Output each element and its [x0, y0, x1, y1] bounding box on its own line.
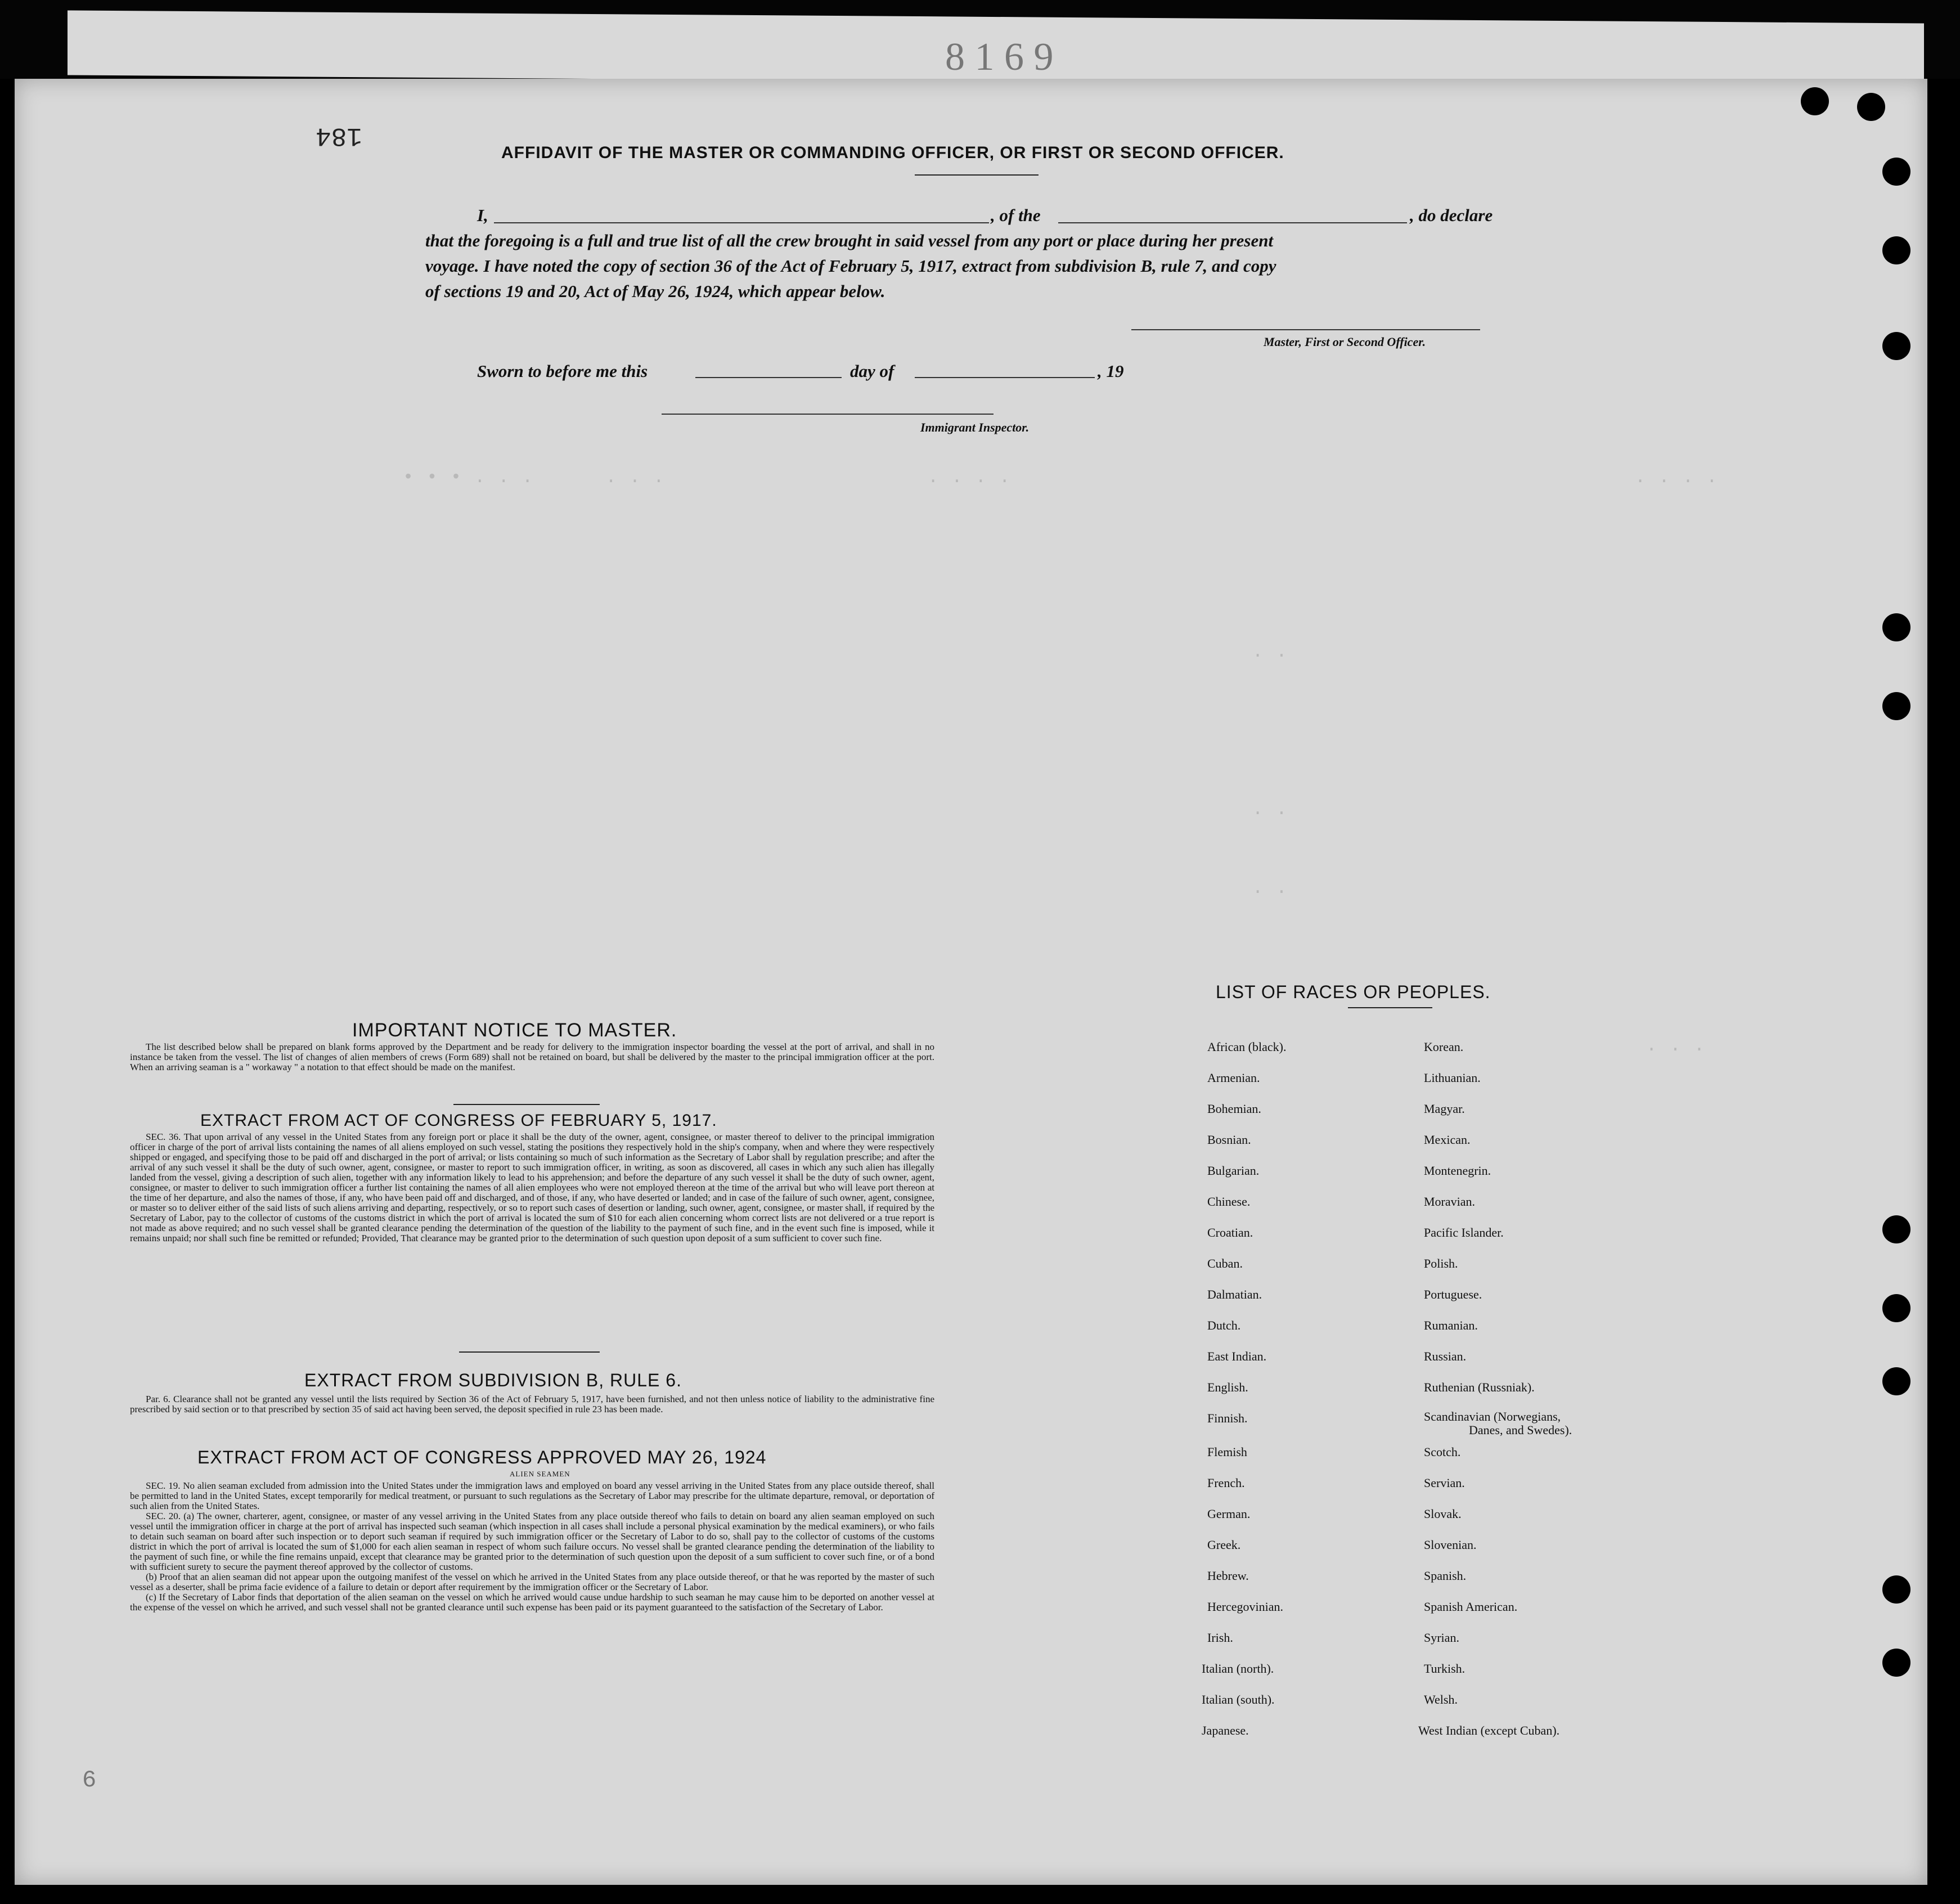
- race-left: Italian (north).: [1202, 1661, 1274, 1676]
- affidavit-line-3: voyage. I have noted the copy of section 36 of the Act of February 5, 1917, extract from subdivision B, rule 7, and copy: [425, 256, 1276, 276]
- bleed-through-row: . .: [1252, 878, 1288, 899]
- sec-20c: (c) If the Secretary of Labor finds that deportation of the alien seaman on the vessel on which he arrived would cause undue hardship to such seaman he may cause him to be deported on another vessel at the expense of the vessel on which he arrived, and such vessel shall not be granted clearance until such expense has been paid or its payment guaranteed to the satisfaction of the Secretary of Labor.: [130, 1592, 934, 1613]
- affidavit-declare: , do declare: [1410, 205, 1493, 225]
- extract-1924-text: [130, 1481, 934, 1613]
- sec-19: SEC. 19. No alien seaman excluded from admission into the United States under the immigration laws and employed on board any vessel arriving in the United States from any place outside thereof, shall be permitted to land in the United States, except temporarily for medical treatment, or pursuant to such regulations as the Secretary of Labor may prescribe for the ultimate departure, removal, or deportation of such alien from the United States.: [130, 1480, 934, 1511]
- officer-signature-caption: Master, First or Second Officer.: [1264, 335, 1426, 349]
- notice-text: The list described below shall be prepared on blank forms approved by the Department and be ready for delivery to the immigration inspector boarding the vessel at the port of arrival, and shall in no instance be taken from the vessel. The list of changes of alien members of crews (Form 689) shall not be retained on board, but shall be delivered by the master to the principal immigration officer at the port. When an arriving seaman is a " workaway " a notation to that effect should be made on the manifest.: [130, 1041, 934, 1072]
- extract-1924-title: EXTRACT FROM ACT OF CONGRESS APPROVED MAY 26, 1924: [197, 1447, 767, 1467]
- race-right: Welsh.: [1424, 1692, 1458, 1707]
- sworn-prefix: Sworn to before me this: [477, 361, 648, 381]
- sworn-date-line[interactable]: [695, 377, 842, 378]
- race-right: Rumanian.: [1424, 1318, 1478, 1332]
- race-left: Dalmatian.: [1207, 1287, 1262, 1301]
- corner-handwritten-mark: 6: [82, 1767, 97, 1794]
- race-right: Slovenian.: [1424, 1538, 1477, 1552]
- officer-signature-line[interactable]: [1131, 329, 1480, 330]
- punch-hole: [1801, 87, 1829, 115]
- punch-hole: [1882, 1367, 1910, 1395]
- extract-1917-rule: [459, 1351, 600, 1353]
- bleed-through-row: • • • . . . . . . . . . .: [403, 467, 1012, 488]
- notice-title: IMPORTANT NOTICE TO MASTER.: [352, 1020, 677, 1041]
- race-right: Scandinavian (Norwegians,: [1424, 1409, 1561, 1423]
- extract-1917-text: SEC. 36. That upon arrival of any vessel in the United States from any foreign port or place it shall be the duty of the owner, agent, consignee, or master thereof to deliver to the principal immigration officer in charge of the port of arrival lists containing the names of all aliens employed on such vessel, stating the positions they respectively hold in the ship's company, when and where they were respectively shipped or engaged, and specifying those to be paid off and discharged in the port of arrival; or lists containing so much of such information as the Secretary of Labor shall by regulation prescribe; and after the arrival of any such vessel it shall be the duty of such owner, agent, consignee, or master to report to such immigration officer, in writing, as soon as discovered, all cases in which any such alien has illegally landed from the vessel, giving a description of such alien, together with any information likely to lead to his apprehension; and before the departure of any such vessel it shall be the duty of such owner, agent, consignee, or master to deliver to such immigration officer a further list containing the names of all alien employees who were not employed thereon at the time of the arrival but who will leave port thereon at the time of her departure, and also the names of those, if any, who have been paid off and discharged, and of those, if any, who have deserted or landed; and in case of the failure of such owner, agent, consignee, or master so to deliver either of the said lists of such aliens arriving and departing, respectively, or so to report such cases of desertion or landing, such owner, agent, consignee, or master shall, if required by the Secretary of Labor, pay to the collector of customs of the customs district in which the port of arrival is located the sum of $10 for each alien concerning whom correct lists are not delivered or a true report is not made as above required; and no such vessel shall be granted clearance pending the determination of the question of the liability to the payment of such fine, and in the event such fine is imposed, while it remains unpaid; nor shall such fine be remitted or refunded; Provided, That clearance may be granted prior to the determination of such question upon deposit of a sum sufficient to cover such fine.: [130, 1131, 934, 1243]
- affidavit-line-4: of sections 19 and 20, Act of May 26, 1924, which appear below.: [425, 281, 885, 301]
- race-right: Lithuanian.: [1424, 1071, 1481, 1085]
- sworn-year: , 19: [1098, 361, 1124, 381]
- race-right: West Indian (except Cuban).: [1418, 1723, 1560, 1737]
- bleed-through-row: . . .: [1646, 1035, 1706, 1056]
- race-left: English.: [1207, 1380, 1248, 1394]
- race-right: Mexican.: [1424, 1133, 1471, 1147]
- race-left: Croatian.: [1207, 1225, 1253, 1240]
- inspector-signature-line[interactable]: [662, 414, 994, 415]
- race-right: Portuguese.: [1424, 1287, 1482, 1301]
- sec-20a: SEC. 20. (a) The owner, charterer, agent, consignee, or master of any vessel arriving in the United States from any place outside thereof who fails to detain on board any alien seaman employed on such vessel until the immigration officer in charge at the port of arrival has inspected such seaman (which inspection in all cases shall include a personal physical examination by the medical examiners), or who fails to detain such seaman on board after such inspection or to deport such seaman if required by such immigration officer or the Secretary of Labor to do so, shall pay to the collector of customs of the customs district in which the port of arrival is located the sum of $1,000 for each alien seaman in respect of whom such failure occurs. No vessel shall be granted clearance pending the determination of the liability to the payment of such fine, or while the fine remains unpaid, except that clearance may be granted prior to the determination of such question upon the deposit of a sum sufficient to cover such fine, or of a bond with sufficient surety to secure the payment thereof approved by the collector of customs.: [130, 1511, 934, 1572]
- race-right: Moravian.: [1424, 1195, 1476, 1209]
- race-left: Bulgarian.: [1207, 1164, 1260, 1178]
- race-left: French.: [1207, 1476, 1245, 1490]
- race-right: Pacific Islander.: [1424, 1225, 1504, 1240]
- race-right: Syrian.: [1424, 1631, 1459, 1645]
- affidavit-of-the: , of the: [991, 205, 1041, 225]
- race-left: Greek.: [1207, 1538, 1241, 1552]
- race-right: Russian.: [1424, 1349, 1467, 1363]
- races-title: LIST OF RACES OR PEOPLES.: [1216, 982, 1491, 1002]
- punch-hole: [1882, 1294, 1910, 1322]
- race-left: Bohemian.: [1207, 1102, 1261, 1116]
- race-right: Magyar.: [1424, 1102, 1465, 1116]
- punch-hole: [1857, 93, 1885, 121]
- sec-20b: (b) Proof that an alien seaman did not appear upon the outgoing manifest of the vessel on which he arrived in the United States from any place outside thereof, or that he was reported by the master of such vessel as a deserter, shall be prima facie evidence of a failure to detain or deport after requirement by the immigration officer or the Secretary of Labor.: [130, 1571, 934, 1592]
- race-left: Finnish.: [1207, 1411, 1248, 1425]
- notice-rule: [453, 1104, 600, 1105]
- race-right-continued: Danes, and Swedes).: [1469, 1423, 1572, 1437]
- race-left: Irish.: [1207, 1631, 1233, 1645]
- affidavit-title: AFFIDAVIT OF THE MASTER OR COMMANDING OFFICER, OR FIRST OR SECOND OFFICER.: [501, 143, 1284, 162]
- bleed-through-row: . .: [1252, 799, 1288, 820]
- affidavit-i: I,: [477, 205, 488, 225]
- race-right: Ruthenian (Russniak).: [1424, 1380, 1535, 1394]
- punch-hole: [1882, 1575, 1910, 1604]
- sworn-month-line[interactable]: [915, 377, 1095, 378]
- punch-hole: [1882, 236, 1910, 264]
- race-right: Spanish.: [1424, 1569, 1467, 1583]
- race-left: Cuban.: [1207, 1256, 1243, 1270]
- punch-hole: [1882, 1649, 1910, 1677]
- race-right: Scotch.: [1424, 1445, 1461, 1459]
- race-left: East Indian.: [1207, 1349, 1267, 1363]
- form-sheet: [15, 79, 1927, 1885]
- race-left: Bosnian.: [1207, 1133, 1251, 1147]
- punch-hole: [1882, 332, 1910, 360]
- sworn-day-of: day of: [850, 361, 894, 381]
- race-left: African (black).: [1207, 1040, 1287, 1054]
- extract-1917-title: EXTRACT FROM ACT OF CONGRESS OF FEBRUARY 5, 1917.: [200, 1111, 717, 1130]
- race-left: German.: [1207, 1507, 1251, 1521]
- race-right: Polish.: [1424, 1256, 1458, 1270]
- master-name-line[interactable]: [494, 222, 989, 223]
- race-left: Armenian.: [1207, 1071, 1260, 1085]
- race-right: Montenegrin.: [1424, 1164, 1491, 1178]
- races-rule: [1348, 1007, 1432, 1008]
- bleed-through-row: . .: [1252, 641, 1288, 662]
- race-left: Dutch.: [1207, 1318, 1241, 1332]
- punch-hole: [1882, 692, 1910, 720]
- vessel-name-line[interactable]: [1058, 222, 1407, 223]
- race-right: Turkish.: [1424, 1661, 1465, 1676]
- race-left: Japanese.: [1202, 1723, 1249, 1737]
- race-right: Slovak.: [1424, 1507, 1462, 1521]
- affidavit-line-2: that the foregoing is a full and true list of all the crew brought in said vessel from any port or place during her present: [425, 231, 1274, 250]
- race-right: Servian.: [1424, 1476, 1465, 1490]
- corner-stamp: 184: [316, 121, 362, 150]
- strip-handwriting: 8 1 6 9: [945, 41, 1054, 74]
- inspector-caption: Immigrant Inspector.: [920, 420, 1030, 434]
- race-left: Italian (south).: [1202, 1692, 1275, 1707]
- race-left: Chinese.: [1207, 1195, 1251, 1209]
- punch-hole: [1882, 1215, 1910, 1243]
- rule6-text: Par. 6. Clearance shall not be granted any vessel until the lists required by Section 36 of the Act of February 5, 1917, have been furnished, and not then unless notice of liability to the administrative fine prescribed by said section or to that prescribed by section 35 of said act having been served, the deposit specified in rule 23 has been made.: [130, 1394, 934, 1414]
- race-left: Flemish: [1207, 1445, 1247, 1459]
- race-right: Korean.: [1424, 1040, 1464, 1054]
- extract-1924-subtitle: ALIEN SEAMEN: [510, 1470, 570, 1478]
- rule6-title: EXTRACT FROM SUBDIVISION B, RULE 6.: [304, 1370, 682, 1390]
- punch-hole: [1882, 613, 1910, 641]
- title-rule: [915, 174, 1039, 176]
- punch-hole: [1882, 158, 1910, 186]
- race-left: Hercegovinian.: [1207, 1600, 1283, 1614]
- race-left: Hebrew.: [1207, 1569, 1249, 1583]
- bleed-through-row: . . . .: [1635, 467, 1719, 488]
- race-right: Spanish American.: [1424, 1600, 1518, 1614]
